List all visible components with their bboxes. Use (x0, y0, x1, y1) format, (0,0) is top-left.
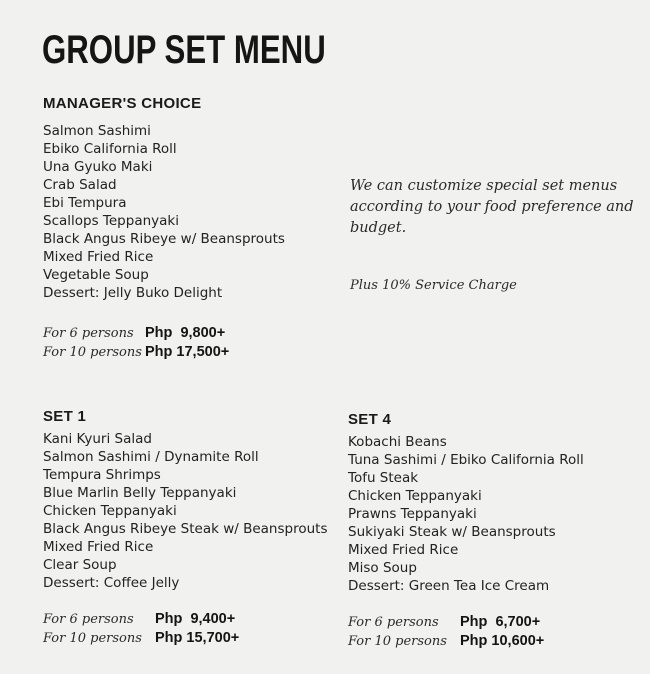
managers-choice-heading: MANAGER'S CHOICE (43, 95, 202, 112)
managers-choice-items (43, 122, 285, 302)
list-item: Vegetable Soup (43, 267, 149, 283)
list-item: Dessert: Green Tea Ice Cream (348, 578, 550, 594)
list-item: Chicken Teppanyaki (348, 488, 482, 504)
list-item: Salmon Sashimi (43, 123, 151, 139)
persons-label: For 10 persons (43, 631, 142, 646)
persons-label: For 10 persons (43, 345, 142, 360)
persons-label: For 6 persons (43, 326, 134, 341)
persons-label: For 6 persons (348, 615, 439, 630)
persons-label: For 10 persons (348, 634, 447, 649)
customize-note: We can customize special set menus according to your food preference and budget. (350, 178, 634, 236)
price-row (43, 629, 239, 648)
price-amount: Php 9,400+ (155, 611, 236, 627)
list-item: Ebiko California Roll (43, 141, 177, 157)
set4-items (348, 433, 584, 595)
list-item: Dessert: Coffee Jelly (43, 575, 180, 591)
set4-heading: SET 4 (348, 411, 392, 428)
service-charge-note: Plus 10% Service Charge (350, 278, 517, 293)
list-item: Kobachi Beans (348, 434, 447, 450)
list-item: Tuna Sashimi / Ebiko California Roll (348, 452, 584, 468)
list-item: Scallops Teppanyaki (43, 213, 179, 229)
list-item: Kani Kyuri Salad (43, 431, 152, 447)
list-item: Tempura Shrimps (43, 467, 161, 483)
price-row (348, 632, 544, 651)
list-item: Chicken Teppanyaki (43, 503, 177, 519)
managers-choice-prices (43, 324, 229, 362)
price-amount: Php 9,800+ (145, 325, 226, 341)
page-title: GROUP SET MENU (42, 28, 326, 72)
list-item: Prawns Teppanyaki (348, 506, 477, 522)
list-item: Mixed Fried Rice (348, 542, 459, 558)
price-amount: Php 15,700+ (155, 630, 240, 646)
list-item: Tofu Steak (348, 470, 419, 486)
price-row (348, 613, 544, 632)
price-row (43, 343, 229, 362)
list-item: Black Angus Ribeye w/ Beansprouts (43, 231, 285, 247)
list-item: Mixed Fried Rice (43, 539, 154, 555)
list-item: Clear Soup (43, 557, 117, 573)
list-item: Blue Marlin Belly Teppanyaki (43, 485, 237, 501)
price-amount: Php 6,700+ (460, 614, 541, 630)
price-amount: Php 10,600+ (460, 633, 545, 649)
list-item: Una Gyuko Maki (43, 159, 153, 175)
list-item: Black Angus Ribeye Steak w/ Beansprouts (43, 521, 328, 537)
list-item: Dessert: Jelly Buko Delight (43, 285, 223, 301)
price-row (43, 324, 229, 343)
set4-prices (348, 613, 544, 651)
set1-items (43, 430, 327, 592)
price-row (43, 610, 239, 629)
list-item: Salmon Sashimi / Dynamite Roll (43, 449, 259, 465)
list-item: Ebi Tempura (43, 195, 127, 211)
list-item: Mixed Fried Rice (43, 249, 154, 265)
persons-label: For 6 persons (43, 612, 134, 627)
list-item: Miso Soup (348, 560, 417, 576)
price-amount: Php 17,500+ (145, 344, 230, 360)
set1-prices (43, 610, 239, 648)
set1-heading: SET 1 (43, 408, 87, 425)
list-item: Crab Salad (43, 177, 117, 193)
list-item: Sukiyaki Steak w/ Beansprouts (348, 524, 556, 540)
